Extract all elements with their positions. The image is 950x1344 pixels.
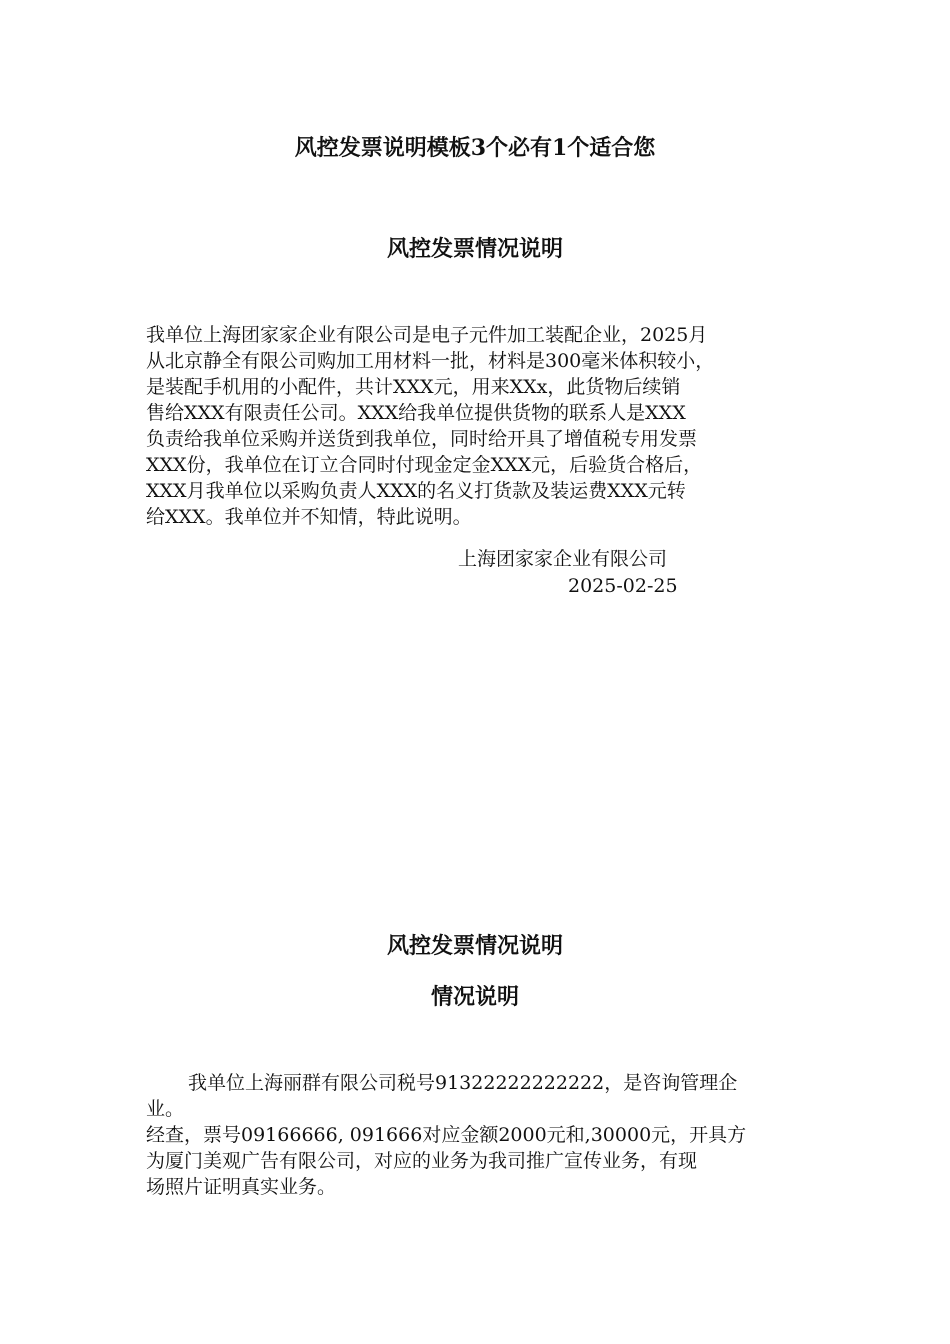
section1-line: XXX份，我单位在订立合同时付现金定金XXX元，后验货合格后， xyxy=(146,454,703,476)
section1-body xyxy=(146,322,714,530)
section1-title: 风控发票情况说明 xyxy=(386,236,563,262)
section2-line: 我单位上海丽群有限公司税号91322222222222，是咨询管理企 xyxy=(188,1072,738,1094)
section2-line: 为厦门美观广告有限公司，对应的业务为我司推广宣传业务，有现 xyxy=(146,1150,698,1172)
section1-line: 负责给我单位采购并送货到我单位，同时给开具了增值税专用发票 xyxy=(146,428,698,450)
section1-line: 我单位上海团家家企业有限公司是电子元件加工装配企业，2025月 xyxy=(146,324,708,346)
section1-line: 给XXX。我单位并不知情，特此说明。 xyxy=(146,506,472,528)
section1-line: XXX月我单位以采购负责人XXX的名义打货款及装运费XXX元转 xyxy=(146,480,686,502)
main-title: 风控发票说明模板3个必有1个适合您 xyxy=(294,135,656,161)
section2-title: 风控发票情况说明 xyxy=(386,933,563,959)
signature-date: 2025-02-25 xyxy=(568,575,678,597)
section2-line: 业。 xyxy=(146,1098,185,1120)
section2-body xyxy=(146,1070,746,1200)
section1-line: 从北京静全有限公司购加工用材料一批，材料是300毫米体积较小， xyxy=(146,350,715,372)
signature-company: 上海团家家企业有限公司 xyxy=(458,548,668,570)
section2-line: 经查，票号09166666, 091666对应金额2000元和,30000元，开具方 xyxy=(146,1124,747,1146)
section2-line: 场照片证明真实业务。 xyxy=(146,1176,337,1198)
section1-line: 是装配手机用的小配件，共计XXX元，用来XXx，此货物后续销 xyxy=(146,376,681,398)
section2-subtitle: 情况说明 xyxy=(430,984,519,1010)
section1-line: 售给XXX有限责任公司。XXX给我单位提供货物的联系人是XXX xyxy=(146,402,686,424)
